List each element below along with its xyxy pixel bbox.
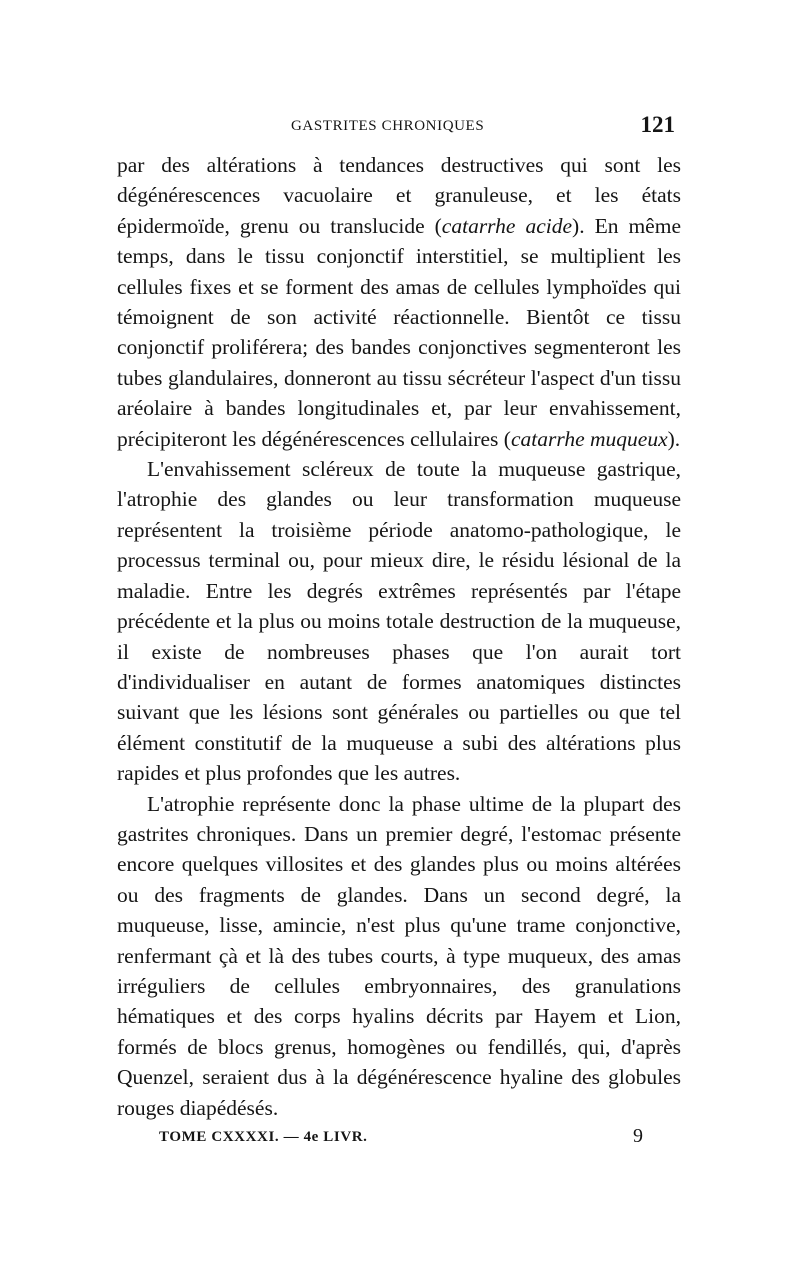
paragraph-text: ). <box>667 426 681 451</box>
paragraph-text: ). En même temps, dans le tissu conjonctif interstitiel, se multiplient les cellules fixes et se forment des amas de cellules lymphoïdes qui témoignent de son activité réactionnelle. Bientôt ce tissu conjonctif proliférera; des bandes conjonctives segmenteront les tubes glandulaires, donneront au tissu sécréteur l'aspect d'un tissu aréolaire à bandes longitudinales et, par leur envahissement, précipiteront les dégénérescences cellulaires ( <box>117 213 681 451</box>
book-page <box>117 112 681 1147</box>
paragraph-continued <box>117 150 681 454</box>
running-head <box>117 112 681 142</box>
page-number: 121 <box>640 112 675 137</box>
paragraph: L'envahissement scléreux de toute la muqueuse gastrique, l'atrophie des glandes ou leur transformation muqueuse représentent la troisième période anatomo-pathologique, le processus terminal ou, pour mieux dire, le résidu lésional de la maladie. Entre les degrés extrêmes représentés par l'étape précédente et la plus ou moins totale destruction de la muqueuse, il existe de nombreuses phases que l'on aurait tort d'individualiser en autant de formes anatomiques distinctes suivant que les lésions sont générales ou partielles ou que tel élément constitutif de la muqueuse a subi des altérations plus rapides et plus profondes que les autres. <box>117 457 681 786</box>
page-footer <box>117 1125 681 1155</box>
paragraph: L'atrophie représente donc la phase ultime de la plupart des gastrites chroniques. Dans un premier degré, l'estomac présente encore quelques villosites et des glandes plus ou moins altérées ou des fragments de glandes. Dans un second degré, la muqueuse, lisse, amincie, n'est plus qu'une trame conjonctive, renfermant çà et là des tubes courts, à type muqueux, des amas irréguliers de cellules embryonnaires, des granulations hématiques et des corps hyalins décrits par Hayem et Lion, formés de blocs grenus, homogènes ou fendillés, qui, d'après Quenzel, seraient dus à la dégénérescence hyaline des globules rouges diapédésés. <box>117 791 681 1120</box>
paragraph-text: par des altérations à tendances destructives qui sont les dégénérescences vacuolaire et granuleuse, et les états épidermoïde, grenu ou translucide ( <box>117 153 681 238</box>
italic-term: catarrhe acide <box>441 213 573 238</box>
running-title: GASTRITES CHRONIQUES <box>291 118 485 134</box>
volume-signature: TOME CXXXXI. — 4e LIVR. <box>159 1129 368 1145</box>
italic-term: catarrhe muqueux <box>510 426 668 451</box>
signature-mark: 9 <box>633 1125 643 1147</box>
body-text <box>117 150 681 1123</box>
